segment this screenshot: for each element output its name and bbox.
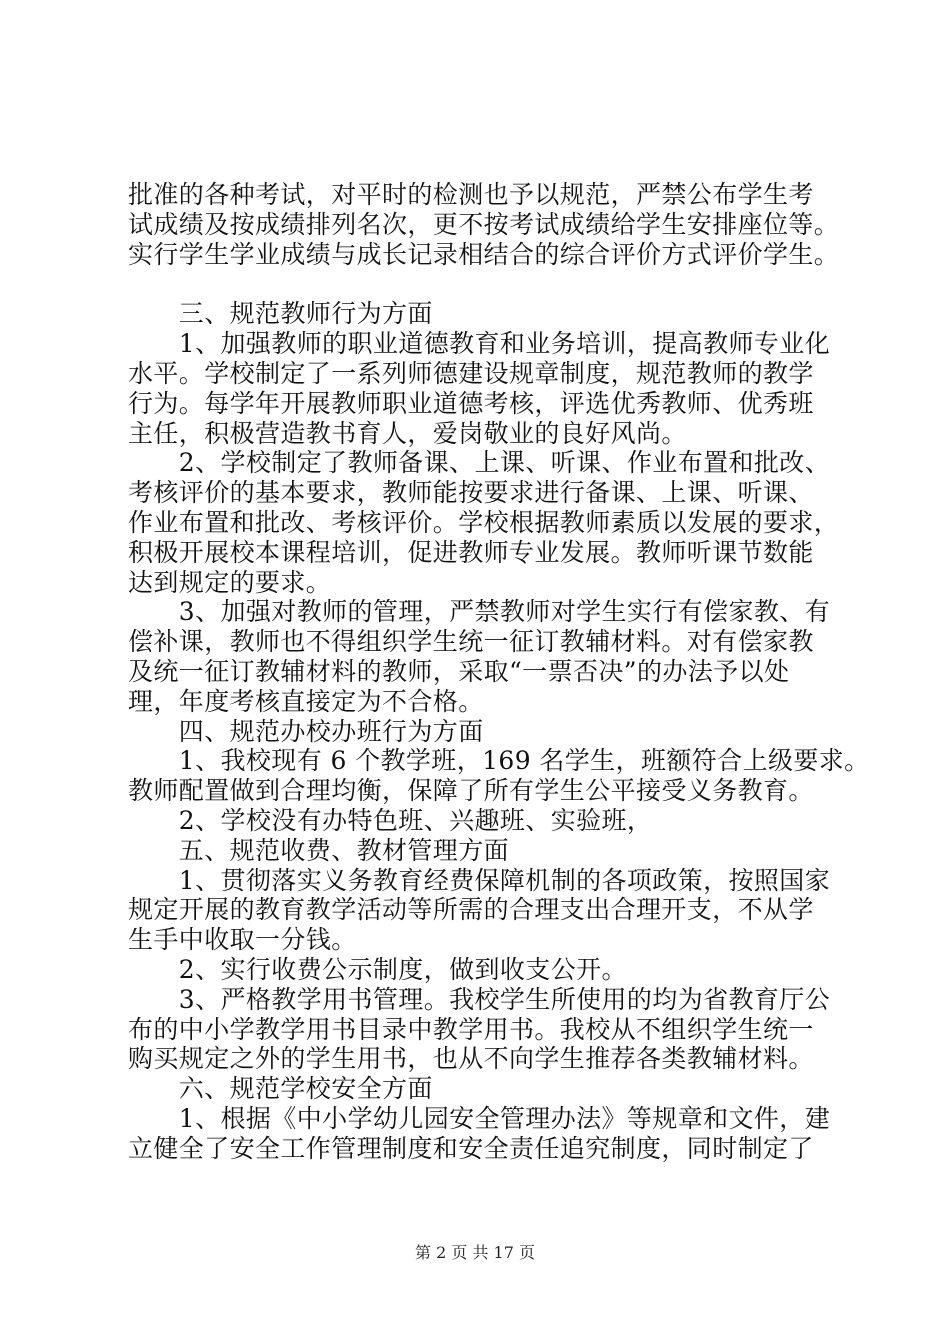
text-line: 三、规范教师行为方面 xyxy=(128,299,433,329)
text-line: 1、根据《中小学幼儿园安全管理办法》等规章和文件，建 xyxy=(128,1103,831,1133)
text-line: 1、贯彻落实义务教育经费保障机制的各项政策，按照国家 xyxy=(128,865,831,895)
text-line: 及统一征订教辅材料的教师，采取“一票否决”的办法予以处 xyxy=(128,656,790,686)
text-line: 试成绩及按成绩排列名次，更不按考试成绩给学生安排座位等。 xyxy=(128,209,840,239)
text-line: 考核评价的基本要求，教师能按要求进行备课、上课、听课、 xyxy=(128,478,814,508)
text-line: 水平。学校制定了一系列师德建设规章制度，规范教师的教学 xyxy=(128,358,814,388)
text-line: 实行学生学业成绩与成长记录相结合的综合评价方式评价学生。 xyxy=(128,239,840,269)
text-line: 2、学校没有办特色班、兴趣班、实验班， xyxy=(128,805,653,835)
text-line: 立健全了安全工作管理制度和安全责任追究制度，同时制定了 xyxy=(128,1133,814,1163)
text-line: 积极开展校本课程培训，促进教师专业发展。教师听课节数能 xyxy=(128,537,814,567)
text-line: 作业布置和批改、考核评价。学校根据教师素质以发展的要求， xyxy=(128,507,840,537)
text-line: 2、学校制定了教师备课、上课、听课、作业布置和批改、 xyxy=(128,448,831,478)
text-line: 3、加强对教师的管理，严禁教师对学生实行有偿家教、有 xyxy=(128,597,831,627)
text-line: 偿补课，教师也不得组织学生统一征订教辅材料。对有偿家教 xyxy=(128,627,814,657)
text-line: 教师配置做到合理均衡，保障了所有学生公平接受义务教育。 xyxy=(128,776,814,806)
text-line: 1、加强教师的职业道德教育和业务培训，提高教师专业化 xyxy=(128,329,831,359)
text-line: 四、规范办校办班行为方面 xyxy=(128,716,484,746)
text-line: 3、严格教学用书管理。我校学生所使用的均为省教育厅公 xyxy=(128,984,831,1014)
page-footer: 第 2 页 共 17 页 xyxy=(415,1243,535,1262)
text-line: 1、我校现有 6 个教学班，169 名学生，班额符合上级要求。 xyxy=(128,746,870,776)
text-line: 批准的各种考试，对平时的检测也予以规范，严禁公布学生考 xyxy=(128,180,814,209)
text-line: 2、实行收费公示制度，做到收支公开。 xyxy=(128,954,627,984)
text-line: 理，年度考核直接定为不合格。 xyxy=(128,686,484,716)
text-line: 达到规定的要求。 xyxy=(128,567,332,597)
text-line: 生手中收取一分钱。 xyxy=(128,925,357,955)
text-line: 行为。每学年开展教师职业道德考核，评选优秀教师、优秀班 xyxy=(128,388,814,418)
paragraph-gap xyxy=(128,269,838,299)
text-line: 规定开展的教育教学活动等所需的合理支出合理开支，不从学 xyxy=(128,895,814,925)
text-line: 六、规范学校安全方面 xyxy=(128,1074,433,1104)
text-line: 主任，积极营造教书育人，爱岗敬业的良好风尚。 xyxy=(128,418,687,448)
text-line: 购买规定之外的学生用书，也从不向学生推荐各类教辅材料。 xyxy=(128,1044,814,1074)
text-line: 五、规范收费、教材管理方面 xyxy=(128,835,510,865)
document-body xyxy=(128,180,870,1164)
text-line: 布的中小学教学用书目录中教学用书。我校从不组织学生统一 xyxy=(128,1014,814,1044)
